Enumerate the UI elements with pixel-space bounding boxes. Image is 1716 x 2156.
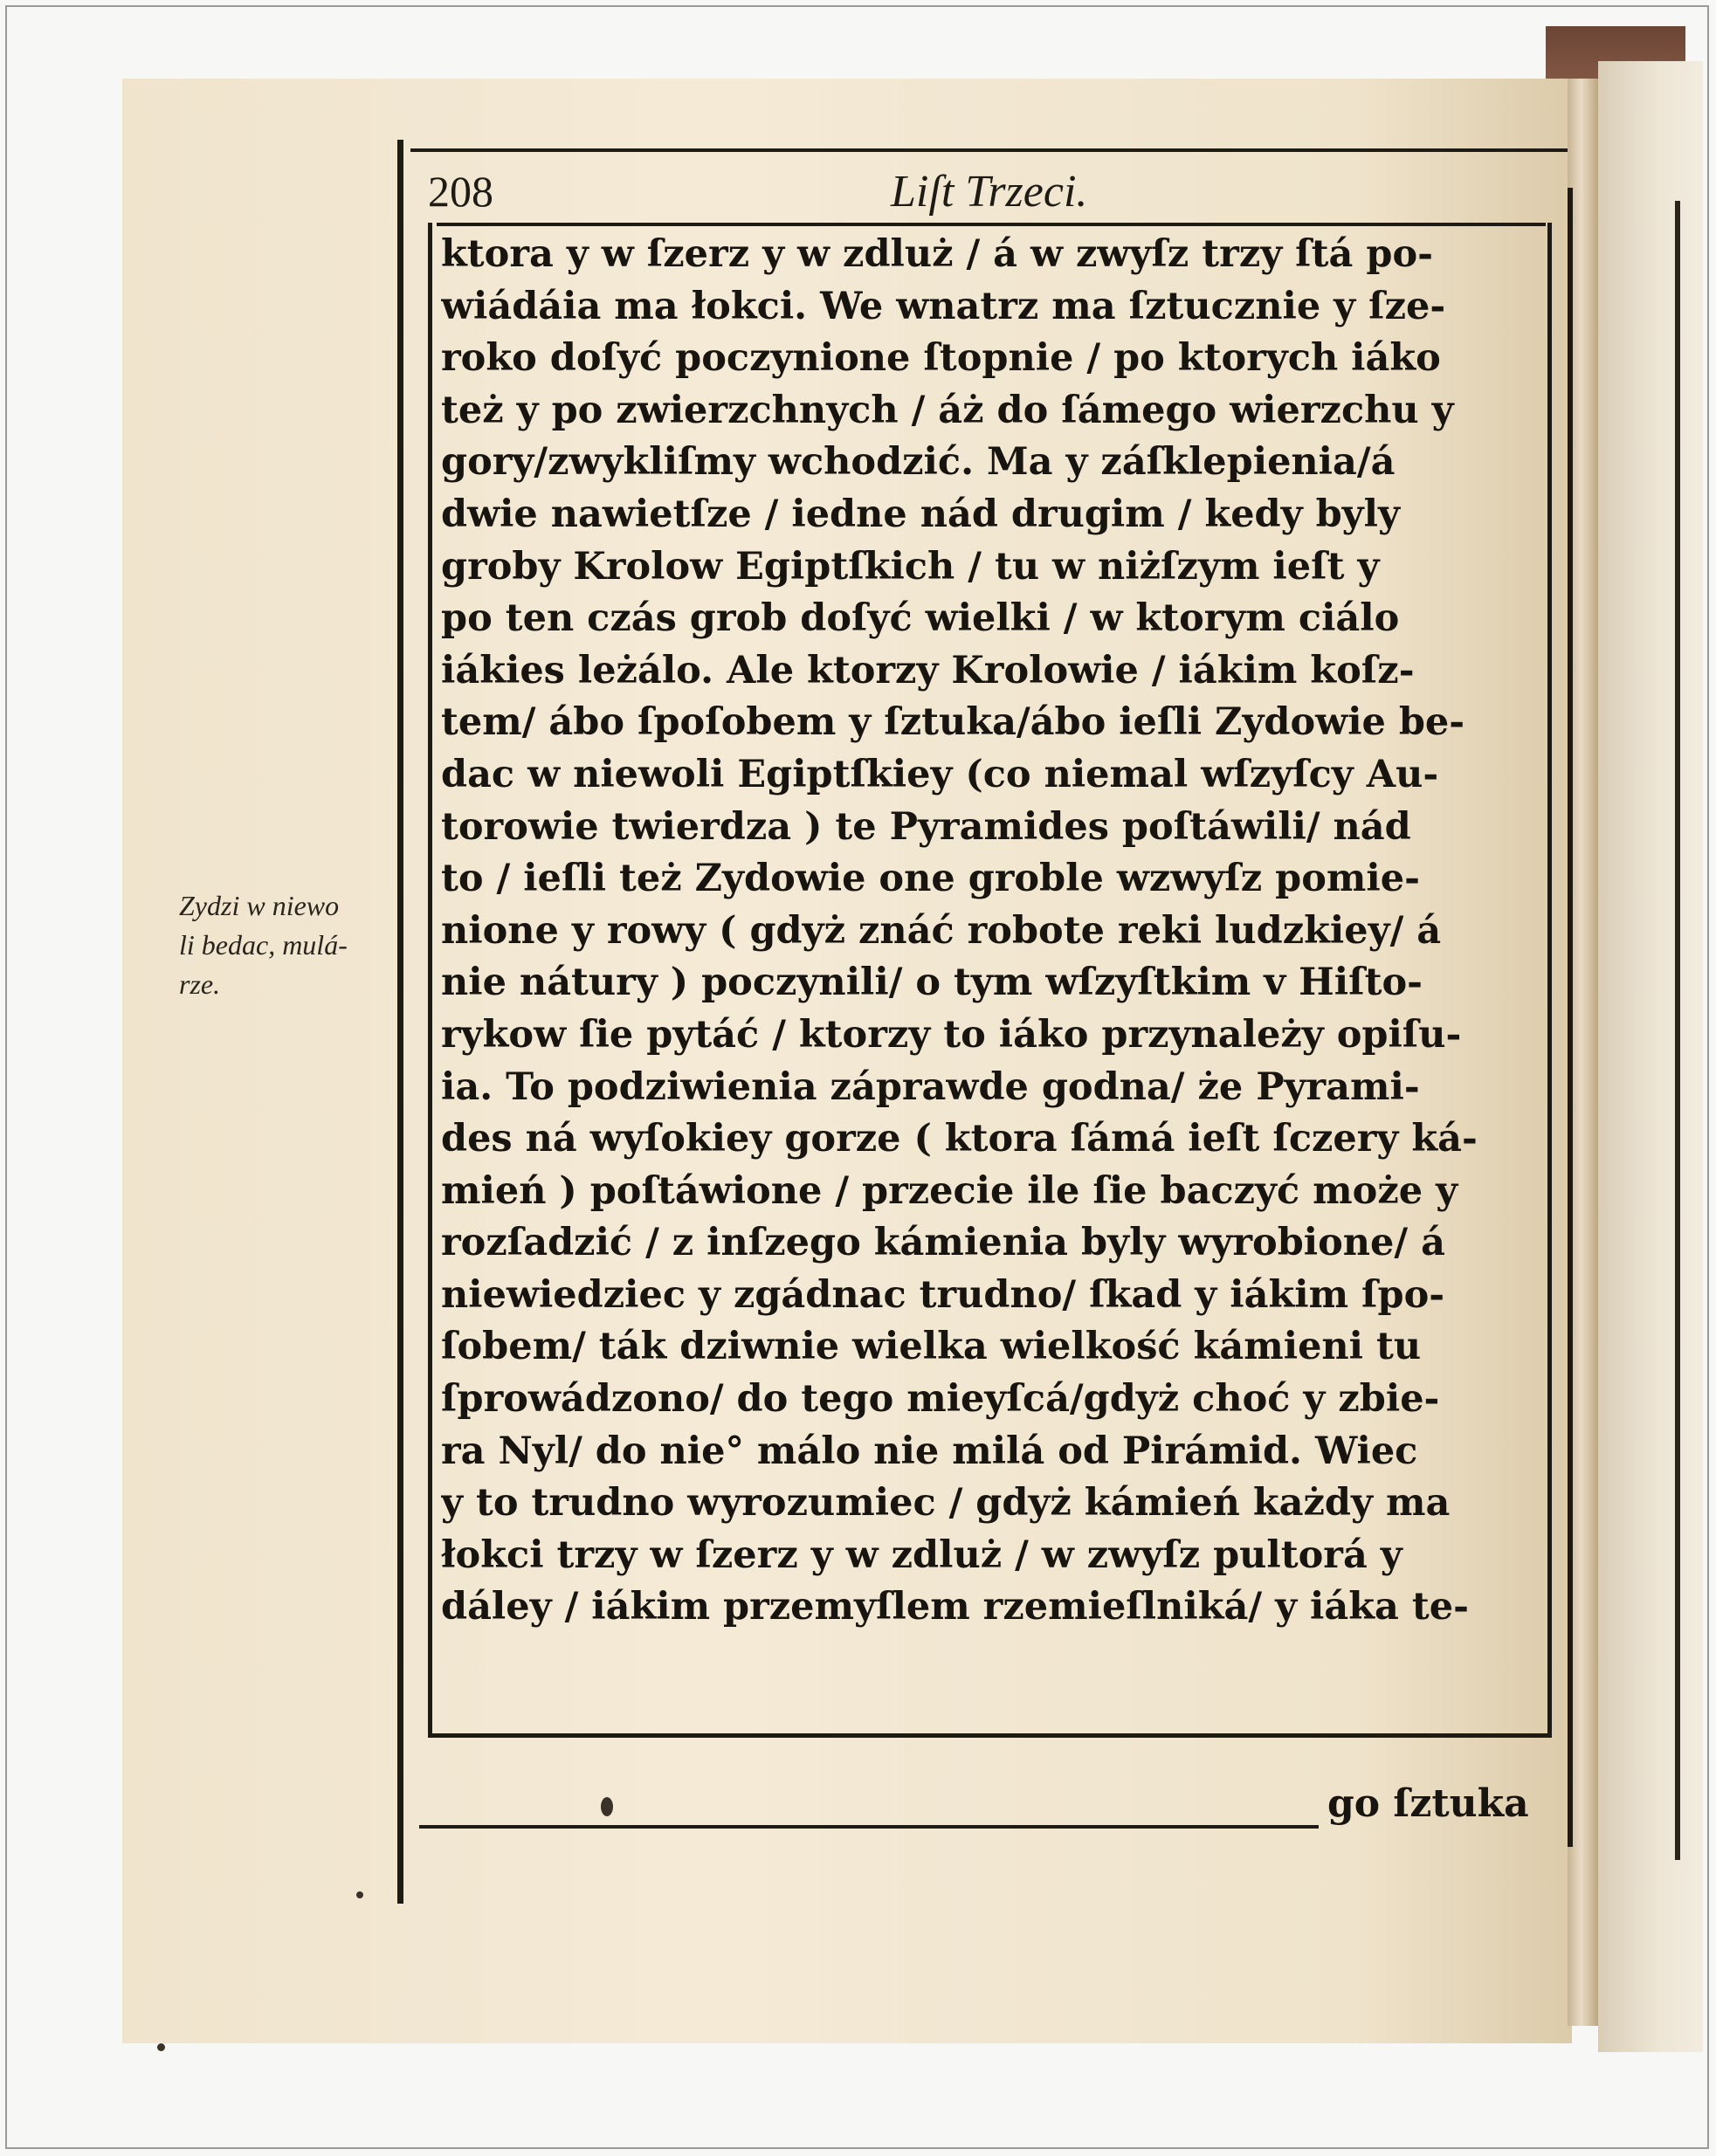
text-line: ſprowádzono/ do tego mieyſcá/gdyż choć y zbie- [441, 1377, 1440, 1422]
text-line: ktora y w ſzerz y w zdluż / á w zwyſz trzy ſtá po- [441, 232, 1433, 276]
text-line: to / ieſli też Zydowie one groble wzwyſz pomie- [441, 857, 1420, 901]
text-line: iákies leżálo. Ale ktorzy Krolowie / iákim koſz- [441, 648, 1415, 692]
text-line: roko doſyć poczynione ſtopnie / po ktorych iáko [441, 336, 1441, 381]
text-line: nione y rowy ( gdyż znáć robote reki ludzkiey/ á [441, 908, 1442, 953]
text-line: niewiedziec y zgádnac trudno/ ſkad y iákim ſpo- [441, 1272, 1445, 1317]
text-line: nie nátury ) poczynili/ o tym wſzyſtkim v Hiſto- [441, 961, 1423, 1005]
scan-frame [5, 5, 1709, 2149]
text-line: des ná wyſokiey gorze ( ktora ſámá ieſt ſczery ká- [441, 1117, 1478, 1161]
catchword: go ſztuka [1327, 1781, 1529, 1826]
text-line: ia. To podziwienia záprawde godna/ że Pyrami- [441, 1064, 1420, 1109]
text-line: mień ) poſtáwione / przecie ile ſie baczyć może y [441, 1168, 1458, 1213]
text-line: torowie twierdza ) te Pyramides poſtáwili/ nád [441, 804, 1411, 849]
margin-note-line: Zydzi w niewo [179, 890, 340, 921]
running-head: Liſt Trzeci. [891, 167, 1088, 217]
text-line: dac w niewoli Egiptſkiey (co niemal wſzyſcy Au- [441, 752, 1439, 796]
margin-note-line: rze. [179, 968, 221, 1000]
text-line: gory/zwykliſmy wchodzić. Ma y záſklepienia/á [441, 440, 1396, 485]
text-line: łokci trzy w ſzerz y w zdluż / w zwyſz pultorá y [441, 1533, 1402, 1577]
text-line: ra Nyl/ do nie° málo nie milá od Pirámid. Wiec [441, 1429, 1418, 1473]
text-line: rozſadzić / z inſzego kámienia byly wyrobione/ á [441, 1221, 1445, 1265]
text-line: rykow ſie pytáć / ktorzy to iáko przynależy opiſu- [441, 1012, 1462, 1057]
text-line: y to trudno wyrozumiec / gdyż kámień każdy ma [441, 1481, 1451, 1526]
text-line: groby Krolow Egiptſkich / tu w niżſzym ieſt y [441, 544, 1380, 589]
text-line: tem/ ábo ſpoſobem y ſztuka/ábo ieſli Zydowie be- [441, 700, 1465, 745]
text-line: dáley / iákim przemyſlem rzemieſlniká/ y iáka te- [441, 1585, 1469, 1629]
text-line: dwie nawietſze / iedne nád drugim / kedy byly [441, 492, 1400, 536]
text-line: wiádáia ma łokci. We wnatrz ma ſztucznie y ſze- [441, 284, 1446, 328]
page-number: 208 [428, 167, 493, 216]
text-line: po ten czás grob doſyć wielki / w ktorym ciálo [441, 596, 1400, 641]
margin-note-line: li bedac, mulá- [179, 929, 348, 961]
text-line: ſobem/ ták dziwnie wielka wielkość kámieni tu [441, 1325, 1422, 1369]
text-line: też y po zwierzchnych / áż do ſámego wierzchu y [441, 388, 1454, 432]
